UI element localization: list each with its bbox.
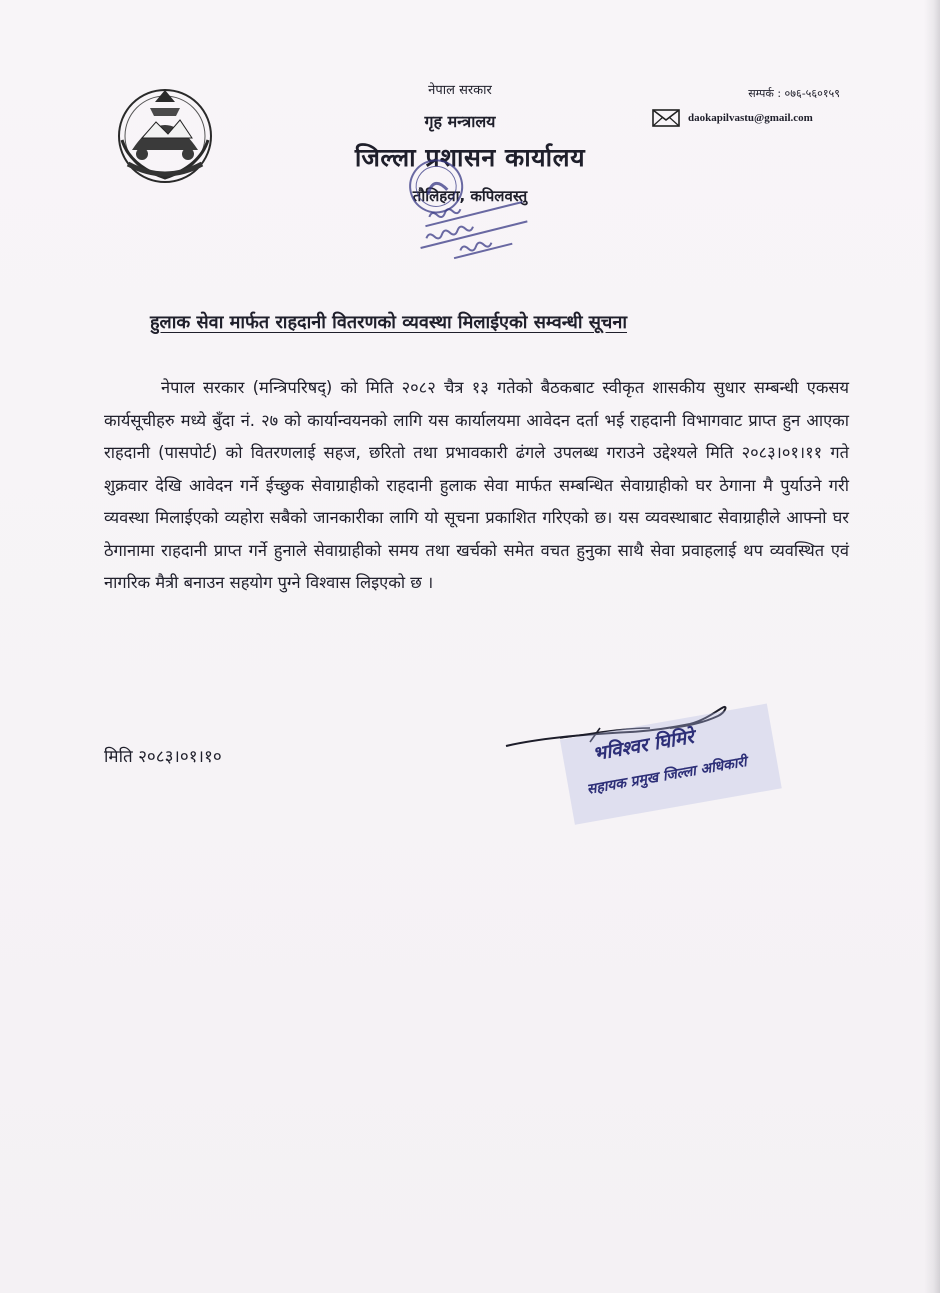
notice-body-text: नेपाल सरकार (मन्त्रिपरिषद्) को मिति २०८२ चैत्र १३ गतेको बैठकबाट स्वीकृत शासकीय सुधार सम्बन्धी एकसय कार्यसूचीहरु मध्ये बुँदा नं. २७ को कार्यान्वयनको लागि यस कार्यालयमा आवेदन दर्ता भई राहदानी विभागवाट प्राप्त हुन आएका राहदानी (पासपोर्ट) को वितरणलाई सहज, छरितो तथा प्रभावकारी ढंगले उपलब्ध गराउने उद्देश्यले मिति २०८३।०१।११ गते शुक्रवार देखि आवेदन गर्ने ईच्छुक सेवाग्राहीको राहदानी हुलाक सेवा मार्फत सम्बन्धित सेवाग्राहीको घर ठेगाना मै पुर्याउने गरी व्यवस्था मिलाईएको व्यहोरा सबैको जानकारीका लागि यो सूचना प्रकाशित गरिएको छ। यस व्यवस्थाबाट सेवाग्राहीले आफ्नो घर ठेगानामा राहदानी प्राप्त गर्ने हुनाले सेवाग्राहीको समय तथा खर्चको समेत वचत हुनुका साथै सेवा प्रवाहलाई थप व्यवस्थित एवं नागरिक मैत्री बनाउन सहयोग पुग्ने विश्वास लिइएको छ । [104,378,849,592]
contact-email: daokapilvastu@gmail.com [688,112,813,124]
signatory-name: भविश्वर घिमिरे [591,725,696,766]
office-stamp [372,148,542,268]
office-name: जिल्ला प्रशासन कार्यालय [354,143,586,172]
notice-date: मिति २०८३।०१।१० [104,747,222,767]
office-location: तौलिहवा, कपिलवस्तु [412,187,528,205]
notice-title: हुलाक सेवा मार्फत राहदानी वितरणको व्यवस्था मिलाईएको सम्वन्धी सूचना [150,312,628,333]
notice-body [104,372,849,600]
contact-phone: सम्पर्क : ०७६-५६०१५९ [748,87,840,100]
page-edge-shadow [924,0,940,1293]
envelope-icon [652,109,680,127]
contact-email-row [652,108,852,128]
government-name: नेपाल सरकार [428,83,492,98]
nepal-emblem-icon [110,80,220,190]
signatory-designation: सहायक प्रमुख जिल्ला अधिकारी [585,754,748,798]
ministry-name: गृह मन्त्रालय [424,112,496,131]
